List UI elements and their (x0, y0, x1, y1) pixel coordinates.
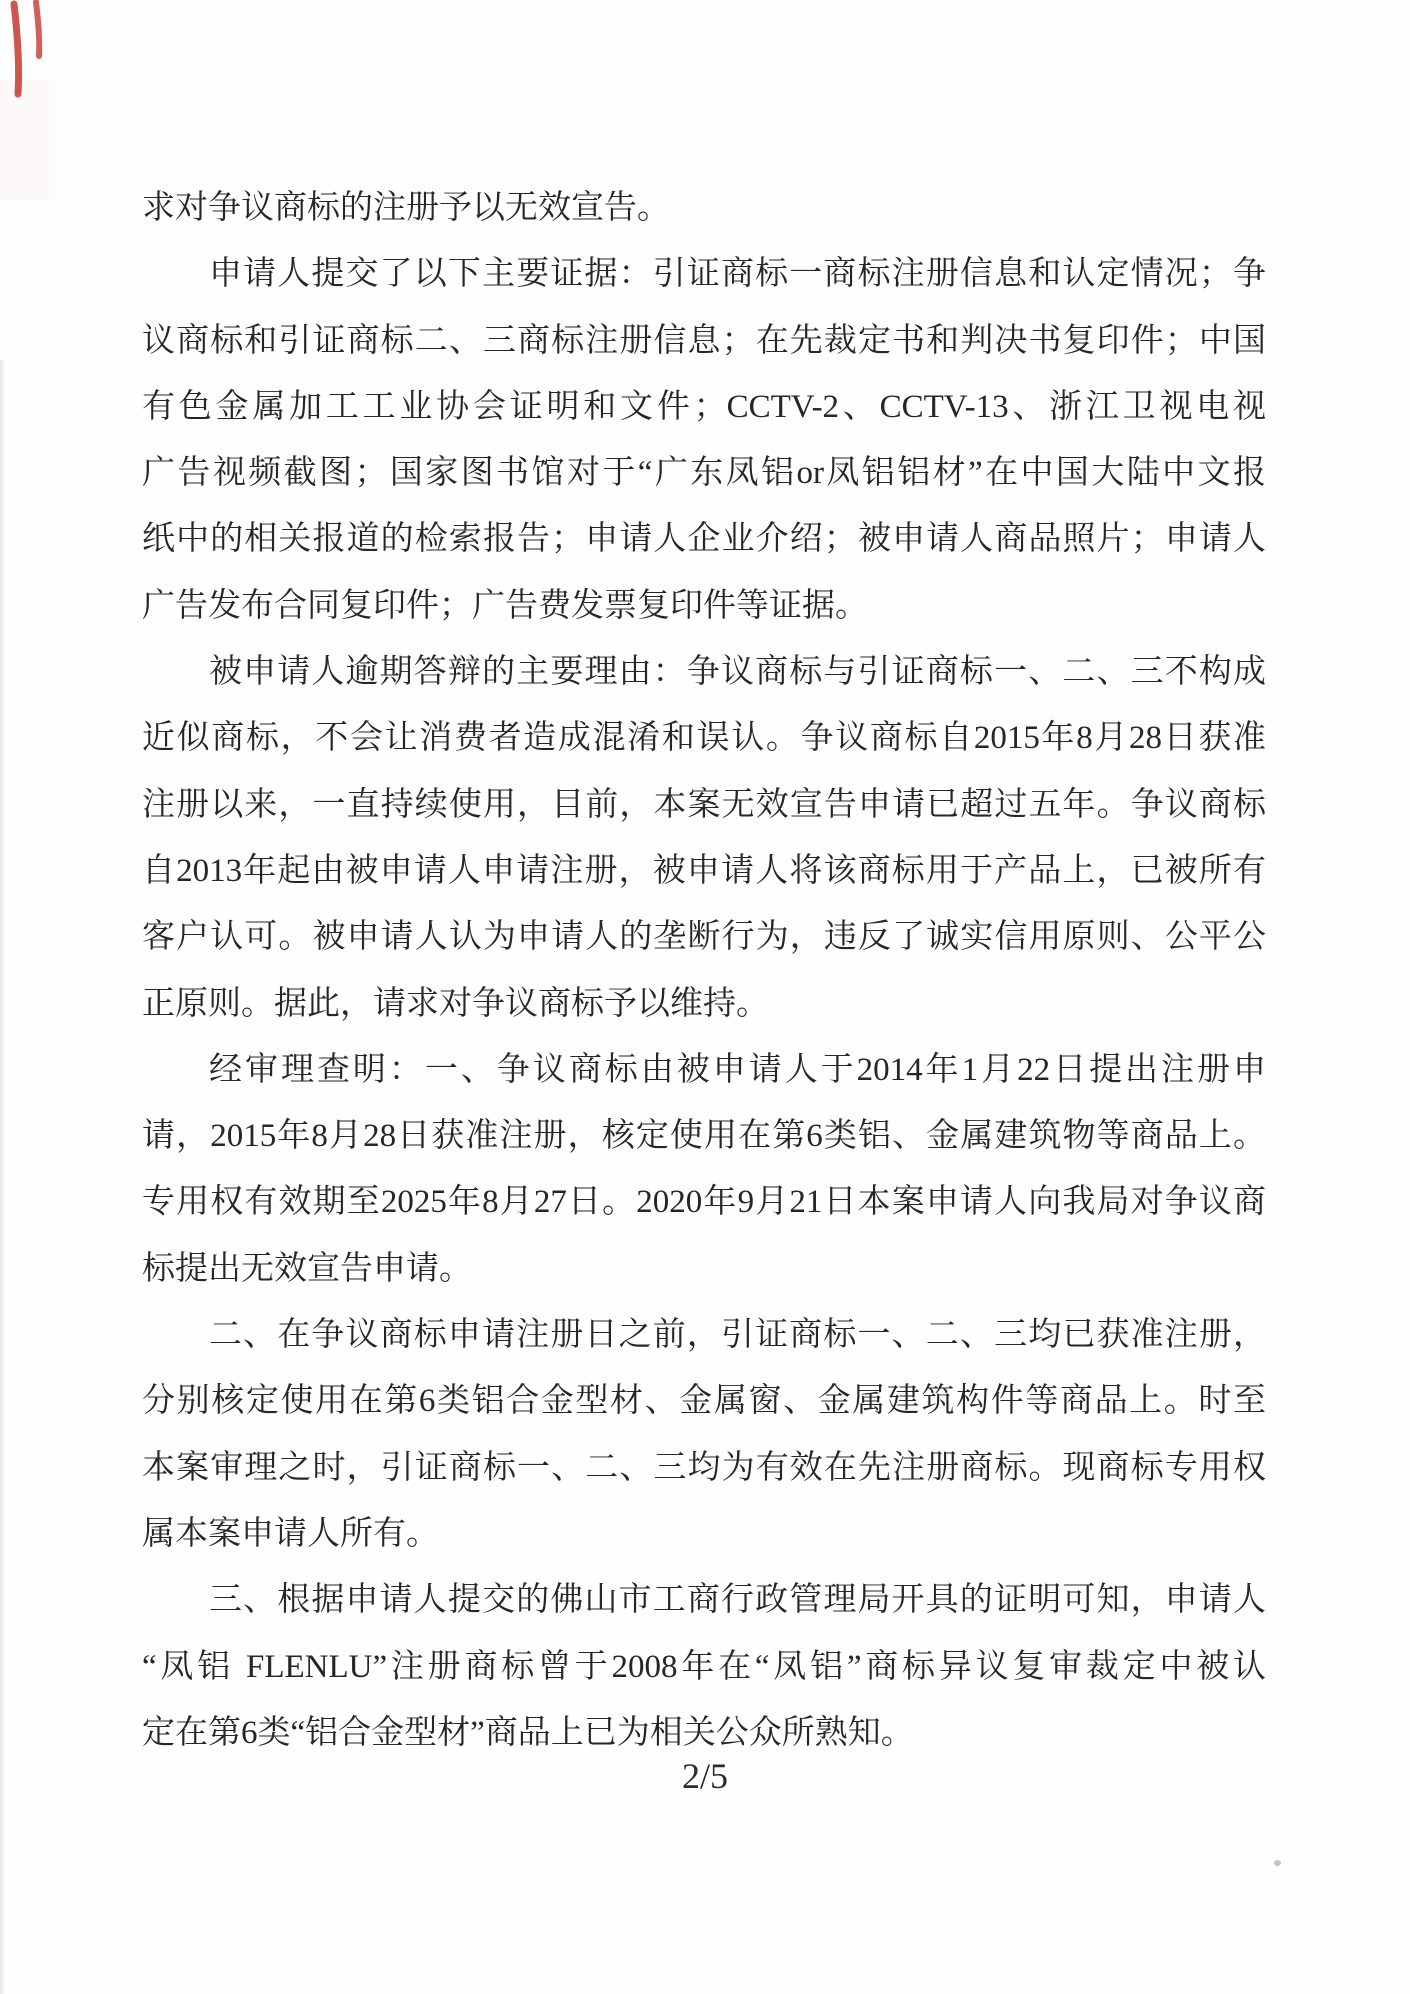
text-line: 本案审理之时，引证商标一、二、三均为有效在先注册商标。现商标专用权 (142, 1449, 1266, 1486)
text-line: 近似商标，不会让消费者造成混淆和误认。争议商标自2015年8月28日获准 (142, 720, 1266, 757)
text-line: 有色金属加工工业协会证明和文件；CCTV-2、CCTV-13、浙江卫视电视 (142, 388, 1266, 425)
red-pen-marks-icon (4, 0, 64, 110)
scan-edge-shadow (0, 360, 5, 1994)
text-line: 被申请人逾期答辩的主要理由：争议商标与引证商标一、二、三不构成 (209, 654, 1266, 691)
text-line: 自2013年起由被申请人申请注册，被申请人将该商标用于产品上，已被所有 (142, 852, 1266, 889)
text-line: 经审理查明：一、争议商标由被申请人于2014年1月22日提出注册申 (209, 1051, 1266, 1088)
text-line: 请，2015年8月28日获准注册，核定使用在第6类铝、金属建筑物等商品上。 (142, 1118, 1266, 1155)
text-line: 定在第6类“铝合金型材”商品上已为相关公众所熟知。 (142, 1714, 914, 1751)
text-line: 求对争议商标的注册予以无效宣告。 (142, 190, 670, 226)
text-line: 属本案申请人所有。 (142, 1515, 439, 1552)
document-body (142, 175, 1266, 1766)
page-number: 2/5 (681, 1756, 728, 1796)
text-line: 客户认可。被申请人认为申请人的垄断行为，违反了诚实信用原则、公平公 (142, 919, 1266, 956)
text-line: 专用权有效期至2025年8月27日。2020年9月21日本案申请人向我局对争议商 (142, 1184, 1266, 1221)
text-line: 注册以来，一直持续使用，目前，本案无效宣告申请已超过五年。争议商标 (142, 786, 1266, 823)
text-line: 三、根据申请人提交的佛山市工商行政管理局开具的证明可知，申请人 (209, 1582, 1266, 1619)
red-pen-stroke-1 (14, 4, 19, 94)
text-line: 分别核定使用在第6类铝合金型材、金属窗、金属建筑构件等商品上。时至 (142, 1383, 1266, 1420)
text-line: 二、在争议商标申请注册日之前，引证商标一、二、三均已获准注册， (209, 1317, 1266, 1354)
text-line: “凤铝 FLENLU”注册商标曾于2008年在“凤铝”商标异议复审裁定中被认 (142, 1648, 1266, 1685)
red-pen-stroke-2 (36, 2, 39, 56)
text-line: 标提出无效宣告申请。 (142, 1250, 472, 1287)
text-line: 纸中的相关报道的检索报告；申请人企业介绍；被申请人商品照片；申请人 (142, 521, 1266, 558)
scan-speck (1274, 1860, 1281, 1866)
text-line: 广告发布合同复印件；广告费发票复印件等证据。 (142, 587, 868, 624)
text-line: 广告视频截图；国家图书馆对于“广东凤铝or凤铝铝材”在中国大陆中文报 (142, 455, 1266, 492)
text-line: 议商标和引证商标二、三商标注册信息；在先裁定书和判决书复印件；中国 (142, 322, 1266, 359)
text-line: 申请人提交了以下主要证据：引证商标一商标注册信息和认定情况；争 (209, 256, 1266, 293)
text-line: 正原则。据此，请求对争议商标予以维持。 (142, 985, 769, 1022)
